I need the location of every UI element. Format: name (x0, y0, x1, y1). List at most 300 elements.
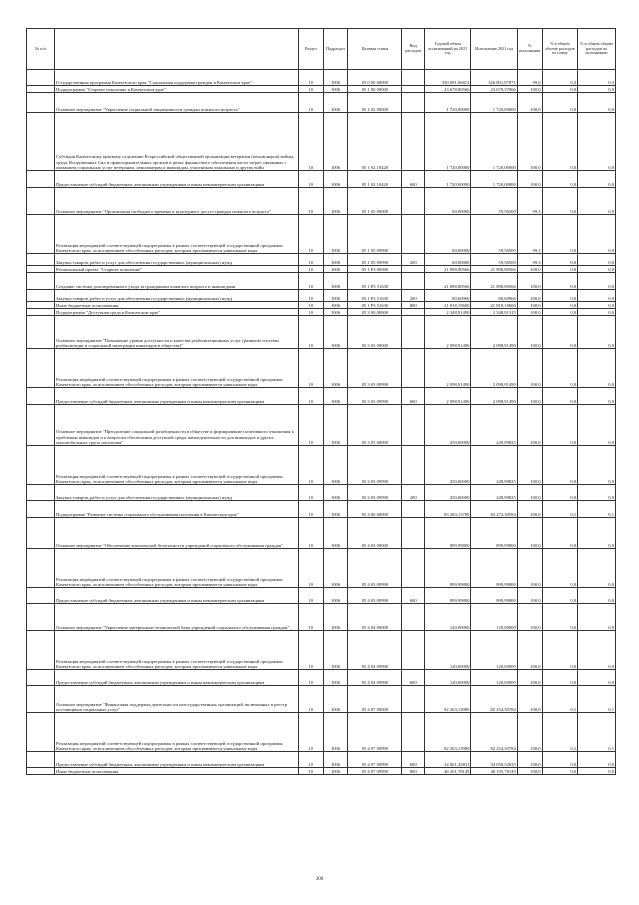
cell-razdel: 10 (298, 254, 323, 266)
table-row (27, 273, 616, 290)
cell-num (27, 604, 55, 631)
cell-plan: 2 348,91490 (425, 309, 471, 316)
cell-num (27, 171, 55, 188)
cell-name: Закупка товаров, работ и услуг для обеспечения государственных (муниципальных) нужд (55, 485, 299, 501)
table-row (27, 686, 616, 713)
cell-fact: 899,99800 (471, 588, 517, 604)
cell-expense-type (402, 604, 425, 631)
cell-podrazdel: 1006 (323, 670, 348, 686)
cell-num (27, 485, 55, 501)
cell-razdel: 10 (298, 518, 323, 549)
cell-plan: 120,00000 (425, 670, 471, 686)
cell-percent: 100,0 (517, 604, 542, 631)
cell-razdel: 10 (298, 316, 323, 349)
cell-num (27, 215, 55, 254)
cell-num (27, 518, 55, 549)
cell-razdel: 10 (298, 273, 323, 290)
cell-expense-type: 200 (402, 290, 425, 302)
cell-percent: 99,3 (517, 188, 542, 215)
cell-plan: 1 720,00000 (425, 93, 471, 113)
cell-expense-type (402, 686, 425, 713)
cell-name: Подпрограмма "Старшее поколение в Камчатском крае" (55, 86, 299, 93)
cell-percent: 100,0 (517, 446, 542, 485)
cell-fact: 59,56500 (471, 215, 517, 254)
cell-num (27, 113, 55, 171)
cell-target-item: 05 4 03 09990 (348, 588, 402, 604)
cell-share-plan: 0,0 (542, 290, 578, 302)
cell-expense-type (402, 309, 425, 316)
cell-expense-type: 600 (402, 388, 425, 405)
table-row (27, 388, 616, 405)
cell-target-item: 05 3 05 09990 (348, 446, 402, 485)
cell-podrazdel: 1006 (323, 70, 348, 86)
cell-num (27, 290, 55, 302)
cell-num (27, 70, 55, 86)
cell-expense-type (402, 266, 425, 273)
cell-target-item: 05 1 P3 51630 (348, 273, 402, 290)
header-share-plan: % в общем объеме расходов по плану (542, 29, 578, 70)
cell-name: Предоставление субсидий бюджетным, автономным учреждениям и иным некоммерческим организациям (55, 588, 299, 604)
cell-podrazdel: 1006 (323, 686, 348, 713)
cell-podrazdel: 1006 (323, 604, 348, 631)
cell-percent: 100,0 (517, 670, 542, 686)
cell-share-plan: 0,0 (542, 113, 578, 171)
cell-num (27, 93, 55, 113)
cell-percent: 100,0 (517, 631, 542, 670)
cell-fact: 23 678,37066 (471, 86, 517, 93)
cell-percent: 100,0 (517, 93, 542, 113)
cell-name: Реализация мероприятий соответствующей подпрограммы в рамках соответствующей государственной программы Камчатского края, за исключением обособленных расходов, которым присваиваются уникальные коды (55, 549, 299, 588)
table-row (27, 113, 616, 171)
cell-fact: 899,99800 (471, 518, 517, 549)
cell-percent: 100,0 (517, 266, 542, 273)
cell-plan: 21 898,80566 (425, 266, 471, 273)
cell-target-item: 05 1 05 09990 (348, 215, 402, 254)
cell-share-plan: 0,0 (542, 518, 578, 549)
cell-fact: 21 898,80566 (471, 273, 517, 290)
cell-expense-type: 600 (402, 752, 425, 768)
cell-expense-type (402, 549, 425, 588)
cell-num (27, 752, 55, 768)
cell-expense-type: 800 (402, 302, 425, 309)
cell-name: Предоставление субсидий бюджетным, автономным учреждениям и иным некоммерческим организациям (55, 752, 299, 768)
table-row (27, 768, 616, 775)
cell-name: Основное мероприятие "Финансовая поддержка деятельности негосударственных организаций, включенных в реестр поставщиков социальных услуг" (55, 686, 299, 713)
cell-name: Реализация мероприятий соответствующей подпрограммы в рамках соответствующей государственной программы Камчатского края, за исключением обособленных расходов, которым присваиваются уникальные коды (55, 446, 299, 485)
cell-fact: 83 274,30584 (471, 501, 517, 518)
cell-share-plan: 0,0 (542, 388, 578, 405)
cell-num (27, 388, 55, 405)
cell-name: Основное мероприятие "Организация свободного времени и культурного досуга граждан пожилого возраста" (55, 188, 299, 215)
table-row (27, 670, 616, 686)
cell-razdel: 10 (298, 302, 323, 309)
cell-razdel: 10 (298, 70, 323, 86)
cell-podrazdel: 1006 (323, 501, 348, 518)
cell-name: Основное мероприятие "Повышение уровня доступности и качества реабилитационных услуг (развитие системы реабилитации и социальной интеграции инвалидов в обществе)" (55, 316, 299, 349)
cell-podrazdel: 1006 (323, 485, 348, 501)
cell-share-fact: 0,0 (578, 349, 616, 388)
cell-plan: 48 201,78149 (425, 768, 471, 775)
cell-share-plan: 0,0 (542, 446, 578, 485)
cell-name: Предоставление субсидий бюджетным, автономным учреждениям и иным некоммерческим организациям (55, 388, 299, 405)
table-row (27, 290, 616, 302)
cell-plan: 23 678,80566 (425, 86, 471, 93)
cell-fact: 21 898,80566 (471, 266, 517, 273)
cell-podrazdel: 1006 (323, 768, 348, 775)
cell-fact: 59,56500 (471, 188, 517, 215)
cell-num (27, 302, 55, 309)
cell-plan: 330 091,06812 (425, 70, 471, 86)
cell-fact: 2 098,91490 (471, 388, 517, 405)
cell-share-plan: 0,1 (542, 713, 578, 752)
cell-num (27, 713, 55, 752)
cell-share-fact: 0,0 (578, 254, 616, 266)
cell-expense-type: 600 (402, 670, 425, 686)
cell-name: Иные бюджетные ассигнования (55, 768, 299, 775)
cell-share-plan: 0,1 (542, 686, 578, 713)
cell-name: Закупка товаров, работ и услуг для обеспечения государственных (муниципальных) нужд (55, 290, 299, 302)
cell-target-item: 05 3 03 09990 (348, 388, 402, 405)
cell-fact: 34 058,52635 (471, 752, 517, 768)
cell-name: Подпрограмма "Развитие системы социального обслуживания населения в Камчатском крае" (55, 501, 299, 518)
cell-podrazdel: 1006 (323, 215, 348, 254)
cell-percent: 100,0 (517, 388, 542, 405)
cell-plan: 250,00000 (425, 405, 471, 446)
cell-percent: 100,0 (517, 171, 542, 188)
cell-fact: 80,60966 (471, 290, 517, 302)
cell-podrazdel: 1006 (323, 93, 348, 113)
table-row (27, 485, 616, 501)
cell-expense-type (402, 518, 425, 549)
cell-share-plan: 0,0 (542, 631, 578, 670)
cell-share-plan: 0,0 (542, 670, 578, 686)
cell-name: Закупка товаров, работ и услуг для обеспечения государственных (муниципальных) нужд (55, 254, 299, 266)
table-row (27, 316, 616, 349)
cell-share-plan: 0,0 (542, 588, 578, 604)
cell-num (27, 266, 55, 273)
cell-target-item: 05 1 P3 00000 (348, 266, 402, 273)
cell-name: Основное мероприятие "Укрепление материально-технической базы учреждений социального обслуживания граждан" (55, 604, 299, 631)
cell-percent: 100,0 (517, 686, 542, 713)
cell-expense-type (402, 349, 425, 388)
cell-expense-type: 600 (402, 171, 425, 188)
cell-share-fact: 0,0 (578, 768, 616, 775)
cell-fact: 21 818,19600 (471, 302, 517, 309)
cell-expense-type (402, 188, 425, 215)
cell-target-item: 05 4 04 00000 (348, 604, 402, 631)
table-row (27, 302, 616, 309)
cell-name: Основное мероприятие "Обеспечение комплексной безопасности учреждений социального обслуживания граждан" (55, 518, 299, 549)
cell-razdel: 10 (298, 215, 323, 254)
cell-share-fact: 0,0 (578, 309, 616, 316)
cell-target-item: 05 4 03 09990 (348, 549, 402, 588)
cell-fact: 1 720,00000 (471, 93, 517, 113)
budget-table (26, 28, 616, 775)
cell-name: Региональный проект "Старшее поколение" (55, 266, 299, 273)
cell-share-fact: 0,0 (578, 290, 616, 302)
table-header-row (27, 29, 616, 70)
cell-num (27, 349, 55, 388)
cell-plan: 899,99800 (425, 588, 471, 604)
table-row (27, 266, 616, 273)
cell-target-item: 05 3 03 09990 (348, 349, 402, 388)
cell-percent: 99,0 (517, 70, 542, 86)
cell-share-plan: 0,1 (542, 501, 578, 518)
cell-name: Предоставление субсидий бюджетным, автономным учреждениям и иным некоммерческим организациям (55, 670, 299, 686)
cell-razdel: 10 (298, 446, 323, 485)
cell-razdel: 10 (298, 713, 323, 752)
cell-razdel: 10 (298, 670, 323, 686)
cell-target-item: 05 1 02 10420 (348, 113, 402, 171)
cell-razdel: 10 (298, 290, 323, 302)
cell-percent: 100,0 (517, 588, 542, 604)
cell-share-plan: 0,0 (542, 273, 578, 290)
cell-fact: 82 254,30784 (471, 686, 517, 713)
cell-fact: 2 098,91490 (471, 316, 517, 349)
cell-plan: 899,99800 (425, 549, 471, 588)
cell-share-plan: 0,0 (542, 405, 578, 446)
cell-num (27, 86, 55, 93)
cell-razdel: 10 (298, 113, 323, 171)
cell-share-plan: 0,0 (542, 316, 578, 349)
cell-target-item: 05 0 00 00000 (348, 70, 402, 86)
table-row (27, 752, 616, 768)
cell-target-item: 05 3 03 00000 (348, 316, 402, 349)
header-podrazdel: Подраздел (323, 29, 348, 70)
cell-expense-type: 600 (402, 588, 425, 604)
cell-plan: 60,00000 (425, 254, 471, 266)
cell-num (27, 768, 55, 775)
table-row (27, 549, 616, 588)
cell-podrazdel: 1006 (323, 405, 348, 446)
cell-percent: 100,0 (517, 485, 542, 501)
cell-share-fact: 0,0 (578, 631, 616, 670)
cell-share-plan: 0,0 (542, 752, 578, 768)
cell-share-fact: 0,0 (578, 670, 616, 686)
cell-expense-type (402, 93, 425, 113)
cell-razdel: 10 (298, 752, 323, 768)
cell-name: Подпрограмма "Доступная среда в Камчатском крае" (55, 309, 299, 316)
cell-plan: 1 720,00000 (425, 113, 471, 171)
cell-podrazdel: 1006 (323, 290, 348, 302)
table-row (27, 86, 616, 93)
table-row (27, 215, 616, 254)
table-row (27, 171, 616, 188)
cell-share-plan: 0,0 (542, 86, 578, 93)
cell-podrazdel: 1006 (323, 316, 348, 349)
cell-plan: 34 061,35831 (425, 752, 471, 768)
cell-share-plan: 0,0 (542, 604, 578, 631)
cell-share-fact: 0,1 (578, 713, 616, 752)
cell-share-fact: 0,1 (578, 686, 616, 713)
cell-name: Реализация мероприятий соответствующей подпрограммы в рамках соответствующей государственной программы Камчатского края, за исключением обособленных расходов, которым присваиваются уникальные коды (55, 349, 299, 388)
cell-razdel: 10 (298, 388, 323, 405)
cell-razdel: 10 (298, 309, 323, 316)
cell-target-item: 05 4 04 09990 (348, 631, 402, 670)
cell-share-plan: 0,0 (542, 188, 578, 215)
cell-num (27, 405, 55, 446)
cell-percent: 100,0 (517, 518, 542, 549)
cell-expense-type (402, 713, 425, 752)
cell-share-fact: 0,0 (578, 93, 616, 113)
cell-expense-type (402, 316, 425, 349)
cell-plan: 21 818,19600 (425, 302, 471, 309)
cell-podrazdel: 1006 (323, 188, 348, 215)
cell-plan: 2 098,91490 (425, 349, 471, 388)
cell-share-plan: 0,0 (542, 309, 578, 316)
table-row (27, 713, 616, 752)
header-fact: Исполнение 2021 год (471, 29, 517, 70)
cell-razdel: 10 (298, 405, 323, 446)
cell-target-item: 05 3 05 09990 (348, 485, 402, 501)
cell-target-item: 05 1 02 00000 (348, 93, 402, 113)
cell-expense-type: 800 (402, 768, 425, 775)
cell-fact: 48 195,78149 (471, 768, 517, 775)
header-name (55, 29, 299, 70)
table-row (27, 188, 616, 215)
cell-num (27, 501, 55, 518)
cell-plan: 82 263,13980 (425, 686, 471, 713)
table-row (27, 405, 616, 446)
cell-target-item: 05 4 03 00000 (348, 518, 402, 549)
cell-podrazdel: 1006 (323, 518, 348, 549)
cell-expense-type: 200 (402, 254, 425, 266)
cell-share-plan: 0,0 (542, 171, 578, 188)
cell-num (27, 316, 55, 349)
cell-plan: 120,00000 (425, 631, 471, 670)
cell-podrazdel: 1006 (323, 302, 348, 309)
cell-podrazdel: 1006 (323, 171, 348, 188)
cell-razdel: 10 (298, 588, 323, 604)
cell-plan: 80,60966 (425, 290, 471, 302)
cell-share-fact: 0,0 (578, 113, 616, 171)
cell-razdel: 10 (298, 188, 323, 215)
cell-fact: 1 720,00000 (471, 113, 517, 171)
cell-podrazdel: 1006 (323, 388, 348, 405)
header-plan: Годовой объем ассигнований на 2021 год (425, 29, 471, 70)
cell-name: Основное мероприятие "Укрепление социальной защищенности граждан пожилого возраста" (55, 93, 299, 113)
cell-name: Реализация мероприятий соответствующей подпрограммы в рамках соответствующей государственной программы Камчатского края, за исключением обособленных расходов, которым присваиваются уникальные коды (55, 713, 299, 752)
cell-percent: 99,3 (517, 254, 542, 266)
cell-podrazdel: 1006 (323, 86, 348, 93)
cell-share-fact: 0,0 (578, 518, 616, 549)
cell-share-fact: 0,0 (578, 485, 616, 501)
header-share-fact: % в общем объеме расходов по исполнению (578, 29, 616, 70)
cell-percent: 100,0 (517, 316, 542, 349)
cell-razdel: 10 (298, 485, 323, 501)
header-num: № п/п (27, 29, 55, 70)
cell-share-plan: 0,0 (542, 254, 578, 266)
cell-num (27, 588, 55, 604)
cell-fact: 82 254,30784 (471, 713, 517, 752)
cell-plan: 60,00000 (425, 215, 471, 254)
cell-share-fact: 0,0 (578, 604, 616, 631)
cell-fact: 249,99825 (471, 485, 517, 501)
table-row (27, 446, 616, 485)
cell-num (27, 549, 55, 588)
cell-plan: 21 898,80566 (425, 273, 471, 290)
cell-plan: 250,00000 (425, 485, 471, 501)
cell-expense-type (402, 631, 425, 670)
cell-podrazdel: 1006 (323, 446, 348, 485)
page-number: 300 (315, 877, 324, 882)
cell-fact: 120,00000 (471, 631, 517, 670)
cell-target-item: 05 3 05 00000 (348, 405, 402, 446)
cell-name: Основное мероприятие "Преодоление социальной разобщенности в обществе и формирование позитивного отношения к проблемам инвалидов и к вопросам обеспечения доступной среды жизнедеятельности для инвалидов и других маломобильных групп населения" (55, 405, 299, 446)
cell-name: Субсидия Камчатскому краевому отделению Всероссийской общественной организации ветеранов (пенсионеров) войны, труда, Вооруженных Сил и правоохранительных органов в целях финансового обеспечения части затрат, связанных с оказанием социальных услуг ветеранам, пенсионерам и инвалидам, участникам локальных и других войн (55, 113, 299, 171)
table-row (27, 309, 616, 316)
cell-podrazdel: 1006 (323, 631, 348, 670)
cell-num (27, 188, 55, 215)
table-row (27, 254, 616, 266)
cell-target-item: 05 4 07 00000 (348, 686, 402, 713)
cell-percent: 100,0 (517, 549, 542, 588)
cell-fact: 249,99825 (471, 405, 517, 446)
cell-share-plan: 0,0 (542, 266, 578, 273)
cell-share-plan: 0,0 (542, 768, 578, 775)
cell-target-item: 05 4 00 00000 (348, 501, 402, 518)
cell-target-item: 05 4 04 09990 (348, 670, 402, 686)
cell-podrazdel: 1006 (323, 549, 348, 588)
header-target-item: Целевая статья (348, 29, 402, 70)
cell-name: Реализация мероприятий соответствующей подпрограммы в рамках соответствующей государственной программы Камчатского края, за исключением обособленных расходов, которым присваиваются уникальные коды (55, 631, 299, 670)
budget-table-sheet (26, 28, 616, 775)
cell-podrazdel: 1006 (323, 254, 348, 266)
cell-razdel: 10 (298, 604, 323, 631)
table-row (27, 501, 616, 518)
cell-share-fact: 0,0 (578, 405, 616, 446)
cell-share-plan: 0,0 (542, 485, 578, 501)
cell-razdel: 10 (298, 631, 323, 670)
cell-share-plan: 0,0 (542, 302, 578, 309)
cell-target-item: 05 3 00 00000 (348, 309, 402, 316)
cell-percent: 100,0 (517, 501, 542, 518)
cell-expense-type (402, 215, 425, 254)
cell-expense-type (402, 446, 425, 485)
cell-expense-type (402, 501, 425, 518)
cell-num (27, 254, 55, 266)
cell-share-fact: 0,0 (578, 302, 616, 309)
cell-fact: 899,99800 (471, 549, 517, 588)
cell-percent: 100,0 (517, 768, 542, 775)
cell-razdel: 10 (298, 501, 323, 518)
cell-target-item: 05 4 07 09990 (348, 768, 402, 775)
cell-share-fact: 0,0 (578, 752, 616, 768)
cell-fact: 2 348,91315 (471, 309, 517, 316)
cell-target-item: 05 1 05 00000 (348, 188, 402, 215)
cell-plan: 82 263,13980 (425, 713, 471, 752)
cell-razdel: 10 (298, 93, 323, 113)
cell-plan: 1 720,00000 (425, 171, 471, 188)
cell-razdel: 10 (298, 266, 323, 273)
cell-expense-type (402, 273, 425, 290)
cell-share-plan: 0,0 (542, 93, 578, 113)
cell-fact: 249,99825 (471, 446, 517, 485)
cell-share-fact: 0,0 (578, 316, 616, 349)
table-row (27, 93, 616, 113)
cell-percent: 100,0 (517, 290, 542, 302)
cell-podrazdel: 1006 (323, 113, 348, 171)
cell-plan: 120,00000 (425, 604, 471, 631)
table-row (27, 631, 616, 670)
cell-expense-type (402, 70, 425, 86)
cell-name: Иные бюджетные ассигнования (55, 302, 299, 309)
table-row (27, 588, 616, 604)
cell-share-fact: 0,0 (578, 549, 616, 588)
cell-expense-type (402, 113, 425, 171)
cell-share-plan: 0,0 (542, 215, 578, 254)
cell-num (27, 309, 55, 316)
